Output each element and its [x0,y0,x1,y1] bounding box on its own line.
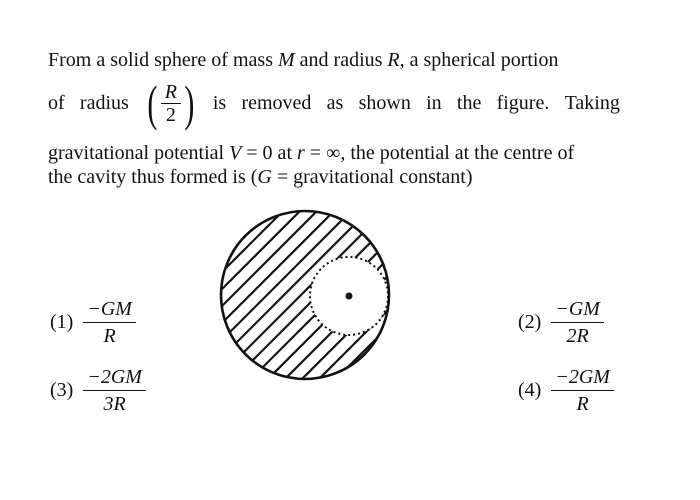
word: shown [358,92,411,114]
fraction-numerator: R [164,80,177,103]
text: = gravitational constant) [271,166,473,188]
text: From a solid sphere of mass [48,49,278,71]
word: figure. [496,92,550,114]
gravitational-constant-symbol: G [257,166,272,188]
option-denominator: 3R [103,393,126,415]
text: = 0 at [241,142,297,164]
option-fraction [551,364,614,417]
hatching [218,208,392,382]
question-line-3 [48,141,620,165]
option-fraction [551,296,604,349]
option-numerator: −2GM [87,366,142,388]
question-line-2 [48,75,620,131]
text: gravitational potential [48,142,230,164]
sphere-diagram [218,208,392,382]
option-label: (4) [518,379,542,401]
fraction [161,81,181,126]
option-1[interactable] [50,296,136,349]
option-numerator: −2GM [555,366,610,388]
word: the [456,92,482,114]
option-denominator: 2R [566,325,589,347]
text: and radius [294,49,388,71]
option-label: (1) [50,311,74,333]
hatch-line [218,208,320,382]
option-fraction [83,296,136,349]
word: removed [241,92,312,114]
distance-symbol: r [297,142,305,164]
word: radius [79,92,129,114]
word: in [426,92,442,114]
option-denominator: R [576,393,589,415]
option-3[interactable] [50,364,146,417]
text: , a spherical portion [399,49,559,71]
fraction-denominator: 2 [165,103,176,126]
left-paren: ( [147,75,158,131]
option-2[interactable] [518,296,604,349]
text: = ∞, the potential at the centre of [304,142,575,164]
radius-symbol: R [387,49,400,71]
option-label: (3) [50,379,74,401]
option-fraction [83,364,146,417]
word: is [212,92,227,114]
cavity-radius-expression [144,75,198,131]
right-paren: ) [184,75,195,131]
option-numerator: −GM [555,298,600,320]
word: of [48,92,65,114]
cavity-centre-dot [346,293,353,300]
question-line-4 [48,165,620,189]
option-numerator: −GM [87,298,132,320]
text: the cavity thus formed is ( [48,166,258,188]
option-4[interactable] [518,364,614,417]
question-line-1 [48,48,620,72]
potential-symbol: V [229,142,242,164]
option-denominator: R [103,325,116,347]
word: Taking [564,92,620,114]
option-label: (2) [518,311,542,333]
word: as [326,92,344,114]
sphere-figure [218,208,392,387]
mass-symbol: M [277,49,295,71]
